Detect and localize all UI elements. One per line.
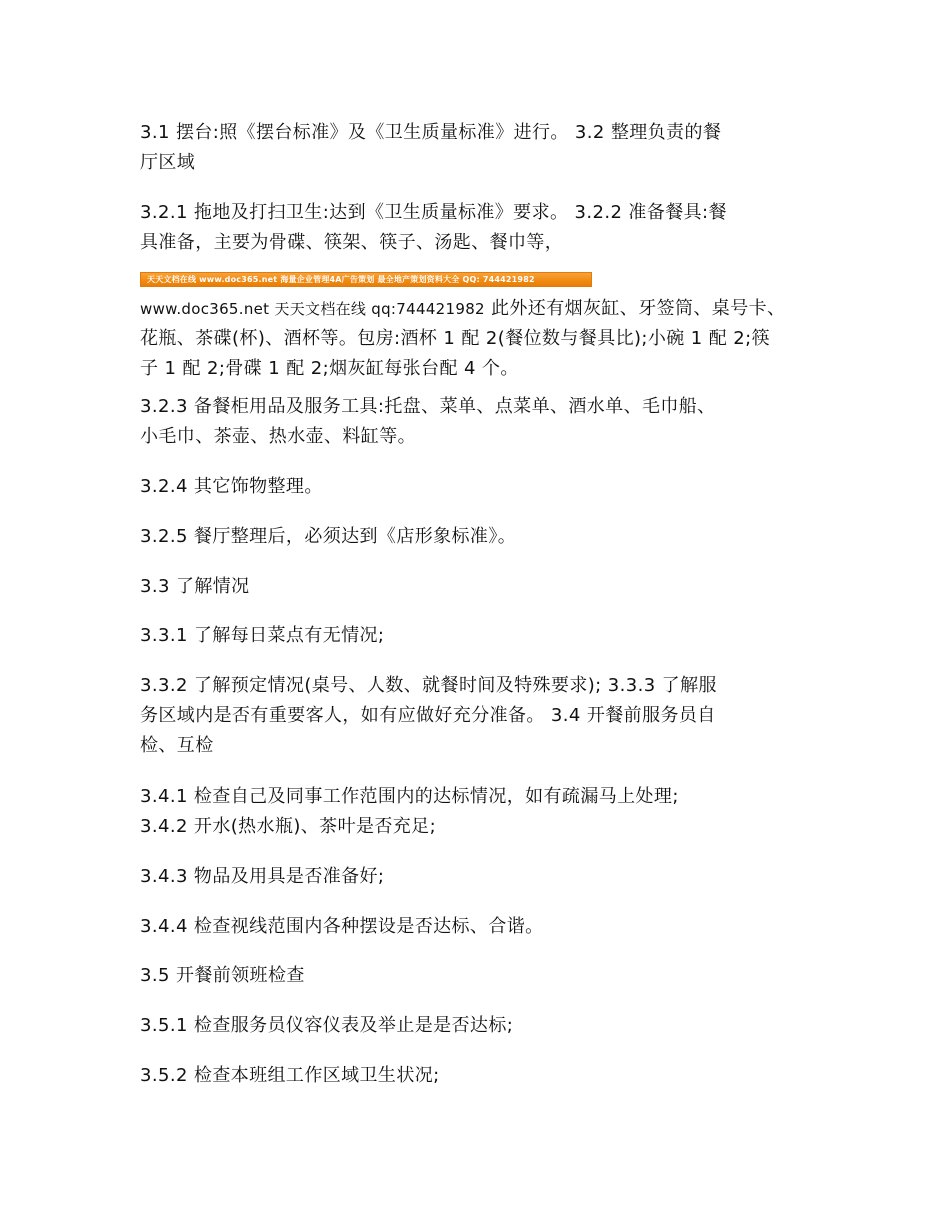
text-line: 3.4.4 检查视线范围内各种摆设是否达标、合谐。	[140, 916, 544, 937]
text-line: 3.1 摆台:照《摆台标准》及《卫生质量标准》进行。 3.2 整理负责的餐	[140, 122, 722, 143]
text-line: 3.2.3 备餐柜用品及服务工具:托盘、菜单、点菜单、酒水单、毛巾船、	[140, 396, 716, 417]
text-fragment: 此外还有烟灰缸、牙签筒、桌号卡、	[484, 298, 786, 319]
text-line: 3.4.2 开水(热水瓶)、茶叶是否充足;	[140, 816, 437, 837]
text-line: 3.2.4 其它饰物整理。	[140, 476, 323, 497]
text-line: 3.5 开餐前领班检查	[140, 965, 305, 986]
site-label: www.doc365.net 天天文档在线 qq:744421982	[140, 300, 485, 318]
text-line: 3.5.2 检查本班组工作区域卫生状况;	[140, 1065, 440, 1086]
text-line: 3.3.1 了解每日菜点有无情况;	[140, 625, 385, 646]
text-line: 3.2.1 拖地及打扫卫生:达到《卫生质量标准》要求。 3.2.2 准备餐具:餐	[140, 202, 727, 223]
text-line: 务区域内是否有重要客人，如有应做好充分准备。 3.4 开餐前服务员自	[140, 705, 716, 726]
text-line: 具准备，主要为骨碟、筷架、筷子、汤匙、餐巾等，	[140, 232, 564, 253]
text-line: 3.3 了解情况	[140, 576, 250, 597]
text-line: 3.3.2 了解预定情况(桌号、人数、就餐时间及特殊要求); 3.3.3 了解服	[140, 675, 717, 696]
text-line: 子 1 配 2;骨碟 1 配 2;烟灰缸每张台配 4 个。	[140, 358, 519, 379]
paragraph-3-3-2	[140, 671, 820, 761]
text-line: 3.2.5 餐厅整理后，必须达到《店形象标准》。	[140, 526, 517, 547]
text-line: 花瓶、茶碟(杯)、酒杯等。包房:酒杯 1 配 2(餐位数与餐具比);小碗 1 配 2;筷	[140, 328, 771, 349]
paragraph-3-2-3	[140, 392, 820, 452]
ad-banner[interactable]	[140, 272, 592, 287]
paragraph-3-3-1	[140, 621, 820, 651]
text-line: 3.4.1 检查自己及同事工作范围内的达标情况，如有疏漏马上处理;	[140, 786, 679, 807]
paragraph-3-4-3	[140, 862, 820, 892]
text-line: 检、互检	[140, 735, 214, 756]
paragraph-3-5	[140, 961, 820, 991]
text-line	[140, 294, 820, 324]
paragraph-3-2-5	[140, 522, 820, 552]
text-line: 小毛巾、茶壶、热水壶、料缸等。	[140, 426, 416, 447]
banner-text: 天天文档在线 www.doc365.net 海量企业管理4A广告策划 最全地产策划资料大全 QQ: 744421982	[147, 275, 535, 284]
text-line: 厅区域	[140, 152, 196, 173]
paragraph-3-3	[140, 572, 820, 602]
paragraph-3-4-4	[140, 912, 820, 942]
text-line: 3.5.1 检查服务员仪容仪表及举止是是否达标;	[140, 1015, 514, 1036]
text-line: 3.4.3 物品及用具是否准备好;	[140, 866, 385, 887]
paragraph-3-5-2	[140, 1061, 820, 1091]
paragraph-utensils	[140, 294, 820, 384]
paragraph-3-2-4	[140, 472, 820, 502]
paragraph-3-1	[140, 118, 820, 178]
paragraph-3-2-1	[140, 198, 820, 258]
paragraph-3-5-1	[140, 1011, 820, 1041]
paragraph-3-4-1	[140, 782, 820, 842]
